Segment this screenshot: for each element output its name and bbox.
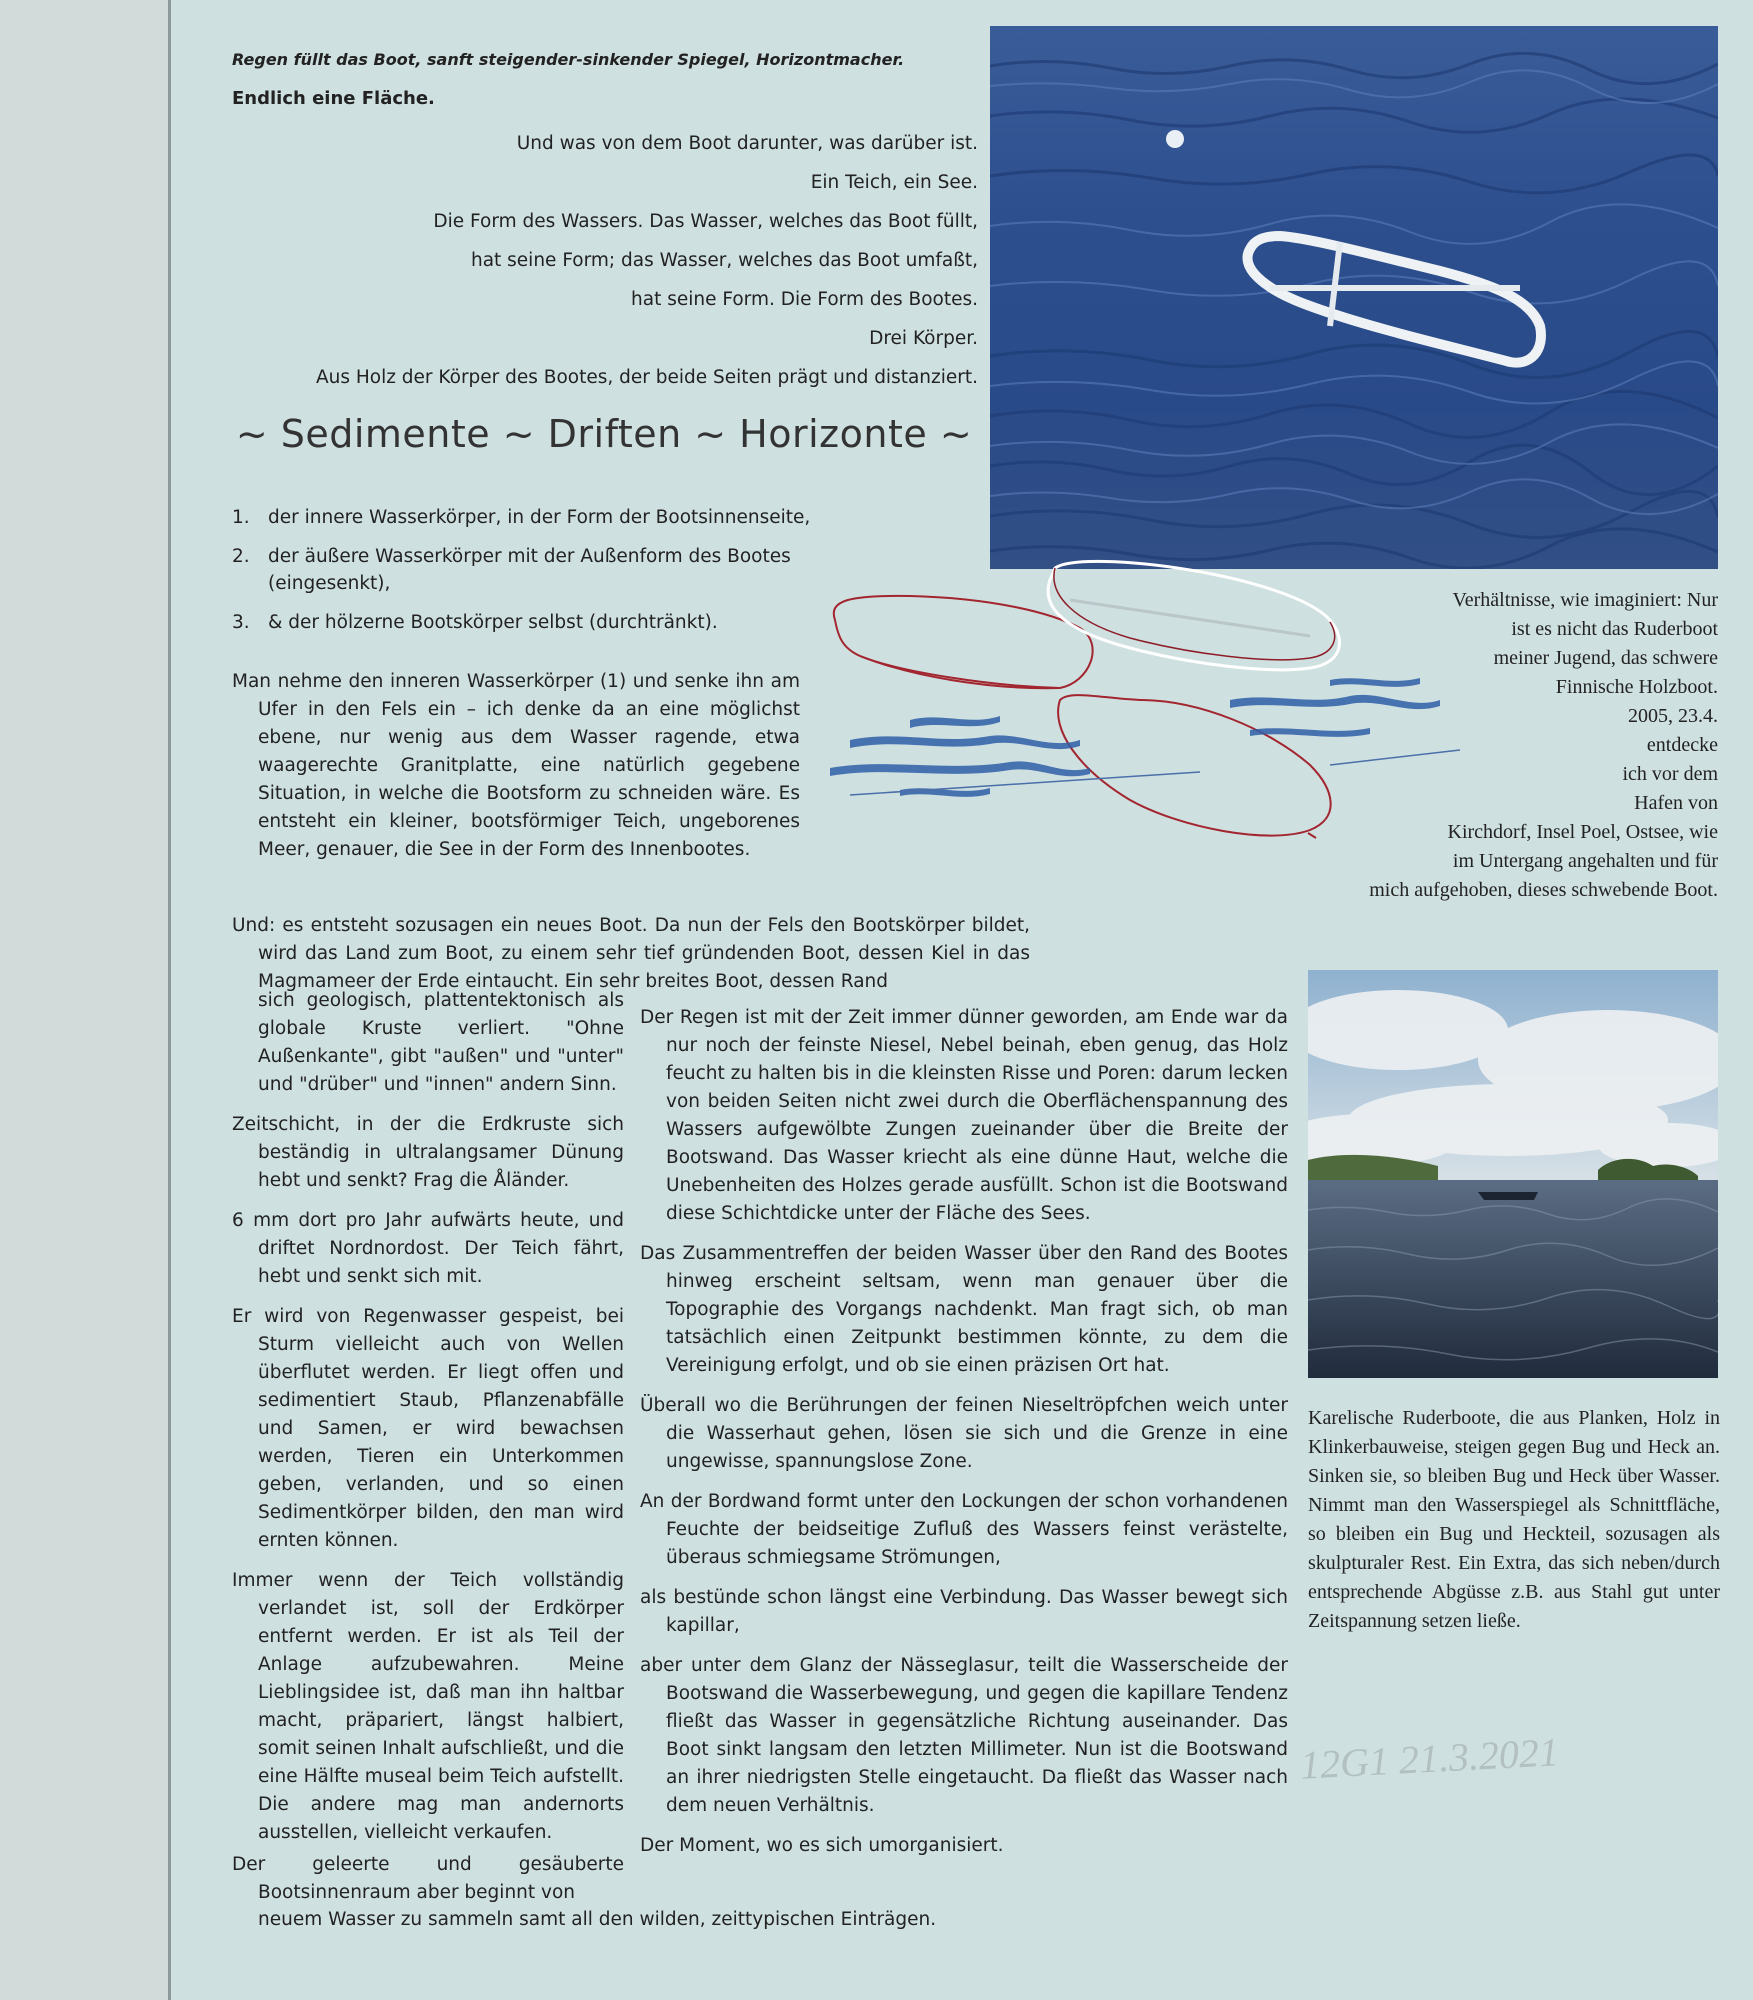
poem-line: Ein Teich, ein See. [810,172,978,193]
left-paragraph-final-line: neuem Wasser zu sammeln samt all den wilden, zeittypischen Einträgen. [258,1909,937,1930]
poem-line: hat seine Form; das Wasser, welches das Boot umfaßt, [470,250,978,271]
photo-karelian-lake [1308,970,1718,1378]
caption-karelian-boats: Karelische Ruderboote, die aus Planken, Holz in Klinkerbauweise, steigen gegen Bug und Heck an. Sinken sie, so bleiben Bug und Heck über Wasser. Nimmt man den Wasserspiegel als Schnittfläche, so bleiben ein Bug und Heckteil, sozusagen als skulpturaler Rest. Ein Extra, das sich neben/durch entsprechende Abgüsse z.B. aus Stahl gut unter Zeitspannung setzen ließe. [1308,1407,1720,1632]
right-column: Der Regen ist mit der Zeit immer dünner geworden, am Ende war da nur noch der feinste Niesel, Nebel beinah, eben genug, das Holz feucht zu halten bis in die kleinsten Risse und Poren: darum lecken von beiden Seiten nicht zwei durch die Oberflächenspannung des Wassers aufgewölbte Zungen zueinander über die Breite der Bootswand. Das Wasser kriecht als eine dünne Haut, welche die Unebenheiten des Holzes gerade ausfüllt. Schon ist die Bootswand diese Schichtdicke unter der Fläche des Sees. Das Zusammentreffen der beiden Wasser über den Rand des Bootes hinweg erscheint seltsam, wenn man genauer über die Topographie des Vorgangs nachdenkt. Man fragt sich, ob man tatsächlich einen Zeitpunkt bestimmen könnte, zu dem die Vereinigung erfolgt, und ob sie einen präzisen Ort hat. Überall wo die Berührungen der feinen Nieseltröpfchen weich unter die Wasserhaut gehen, lösen sie sich und die Grenze in eine ungewisse, spannungslose Zone. An der Bordwand formt unter den Lockungen der schon vorhandenen Feuchte der beidseitige Zufluß des Wassers feinst verästelte, überaus schmiegsame Strömungen, als bestünde schon längst eine Verbindung. Das Wasser bewegt sich kapillar, aber unter dem Glanz der Nässeglasur, teilt die Wasserscheide der Bootswand die Wasserbewegung, und gegen die kapillare Tendenz fließt das Wasser in gegensätzliche Richtung auseinander. Das Boot sinkt langsam den letzten Millimeter. Nun ist die Bootswand an ihrer niedrigsten Stelle eingetaucht. Da fließt das Wasser nach dem neuen Verhältnis. Der Moment, wo es sich umorganisiert. [640,1007,1288,1856]
left-paragraph-1: Man nehme den inneren Wasserkörper (1) und senke ihn am Ufer in den Fels ein – ich denke da an eine möglichst ebene, nur wenig aus dem Wasser ragende, etwa waagerechte Granitplatte, eine natürlich gegebene Situation, in welche die Bootsform zu schneiden wäre. Es entsteht ein kleiner, bootsförmiger Teich, ungeborenes Meer, genauer, die See in der Form des Innenbootes. [232,671,800,860]
caption-floating-boat: Verhältnisse, wie imaginiert: Nur ist es nicht das Ruderboot meiner Jugend, das schwere Finnische Holzboot. 2005, 23.4. entdecke ich vor dem Hafen von Kirchdorf, Insel Poel, Ostsee, wie im Untergang angehalten und für mich aufgehoben, dieses schwebende Boot. [1369,589,1718,901]
intro-line-1: Regen füllt das Boot, sanft steigender-sinkender Spiegel, Horizontmacher. [232,50,905,69]
intro-line-2: Endlich eine Fläche. [232,88,435,109]
poem-line: Drei Körper. [869,328,978,349]
poem-line: Die Form des Wassers. Das Wasser, welches das Boot füllt, [433,211,978,232]
water-waves-icon [990,26,1718,569]
left-paragraph-final: Der geleerte und gesäuberte Bootsinnenraum aber beginnt von [232,1854,624,1903]
poem-block [230,124,978,397]
list-item: 3. & der hölzerne Bootskörper selbst (durchtränkt). [232,612,718,633]
left-paragraph-2: Und: es entsteht sozusagen ein neues Boot. Da nun der Fels den Bootskörper bildet, wird das Land zum Boot, zu einem sehr tief gründenden Boot, dessen Kiel in das Magmameer der Erde eintaucht. Ein sehr breites Boot, dessen Rand [232,915,1030,992]
signature-pencil: 12G1 21.3.2021 [1298,1729,1560,1788]
poem-line: Und was von dem Boot darunter, was darüber ist. [516,133,978,154]
frame-left-border [0,0,168,2000]
poem-line: Aus Holz der Körper des Bootes, der beide Seiten prägt und distanziert. [315,367,978,388]
poem-line: hat seine Form. Die Form des Bootes. [631,289,978,310]
list-item: 2. der äußere Wasserkörper mit der Außenform des Bootes (eingesenkt), [232,546,791,594]
list-item: 1. der innere Wasserkörper, in der Form der Bootsinnenseite, [232,507,811,528]
page-title: ~ Sedimente ~ Driften ~ Horizonte ~ [235,412,973,456]
lake-landscape-icon [1308,970,1718,1378]
photo-floating-boat [990,26,1718,569]
left-column-narrow: sich geologisch, plattentektonisch als globale Kruste verliert. "Ohne Außenkante", gibt "außen" und "unter" und "drüber" und "innen" andern Sinn. Zeitschicht, in der die Erdkruste sich beständig in ultralangsamer Dünung hebt und senkt? Frag die Åländer. 6 mm dort pro Jahr aufwärts heute, und driftet Nordnordost. Der Teich fährt, hebt und senkt sich mit. Er wird von Regenwasser gespeist, bei Sturm vielleicht auch von Wellen überflutet werden. Er liegt offen und sedimentiert Staub, Pflanzenabfälle und Samen, er wird bewachsen werden, Tieren ein Unterkommen geben, verlanden, und so einen Sedimentkörper bilden, den man wird ernten können. Immer wenn der Teich vollständig verlandet ist, soll der Erdkörper entfernt werden. Er ist als Teil der Anlage aufzubewahren. Meine Lieblingsidee ist, daß man ihn haltbar macht, präpariert, längst halbiert, somit seinen Inhalt aufschließt, und die eine Hälfte museal beim Teich aufstellt. Die andere mag man andernorts ausstellen, vielleicht verkaufen. [232,990,624,1843]
